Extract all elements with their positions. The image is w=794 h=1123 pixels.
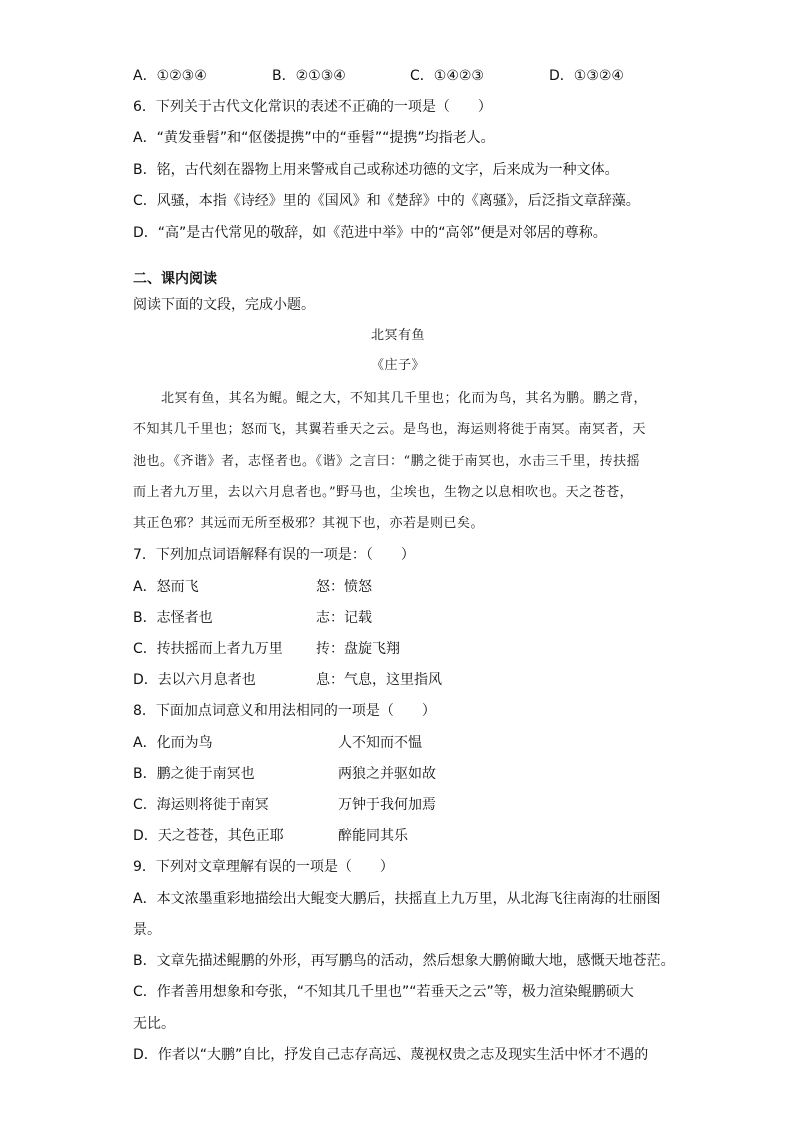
q8-option-c-compare: 万钟于我何加焉 <box>338 797 436 813</box>
passage-line: 其正色邪？其远而无所至极邪？其视下也，亦若是则已矣。 <box>133 516 485 531</box>
q6-stem: 6．下列关于古代文化常识的表述不正确的一项是（ ） <box>133 99 492 115</box>
passage-line: 池也。《齐谐》者，志怪者也。《谐》之言曰：“鹏之徙于南冥也，水击三千里，抟扶摇 <box>133 454 641 469</box>
q6-option-b: B．铭，古代刻在器物上用来警戒自己或称述功德的文字，后来成为一种文体。 <box>133 162 619 178</box>
q7-option-b: B．志怪者也 <box>133 610 213 626</box>
passage-line: 北冥有鱼，其名为鲲。鲲之大，不知其几千里也；化而为鸟，其名为鹏。鹏之背， <box>161 391 648 406</box>
q8-option-b: B．鹏之徙于南冥也 <box>133 766 255 782</box>
q8-option-b-compare: 两狼之并驱如故 <box>338 766 436 782</box>
q9-option-d: D．作者以“大鹏”自比，抒发自己志存高远、蔑视权贵之志及现实生活中怀才不遇的 <box>133 1047 649 1063</box>
q5-option-b: B．②①③④ <box>272 68 346 84</box>
q7-option-c-gloss: 抟：盘旋飞翔 <box>316 641 400 657</box>
passage-line: 而上者九万里，去以六月息者也。”野马也，尘埃也，生物之以息相吹也。天之苍苍， <box>133 485 634 500</box>
q7-option-d-gloss: 息：气息，这里指风 <box>316 672 442 688</box>
passage-line: 不知其几千里也；怒而飞，其翼若垂天之云。是鸟也，海运则将徙于南冥。南冥者，天 <box>133 422 647 437</box>
q8-stem: 8．下面加点词意义和用法相同的一项是（ ） <box>133 703 436 719</box>
q7-option-d: D．去以六月息者也 <box>133 672 256 688</box>
q8-option-a: A．化而为鸟 <box>133 735 213 751</box>
q8-option-d-compare: 醉能同其乐 <box>338 828 408 844</box>
q8-option-d: D．天之苍苍，其色正耶 <box>133 828 284 844</box>
q6-option-a: A．“黄发垂髫”和“伛偻提携”中的“垂髫”“提携”均指老人。 <box>133 130 495 146</box>
section-heading: 二、课内阅读 <box>133 271 217 287</box>
q9-option-a: A．本文浓墨重彩地描绘出大鲲变大鹏后，扶摇直上九万里，从北海飞往南海的壮丽图 <box>133 891 661 907</box>
q5-option-a: A．①②③④ <box>133 68 207 84</box>
section-instruction: 阅读下面的文段，完成小题。 <box>133 297 315 313</box>
q9-stem: 9．下列对文章理解有误的一项是（ ） <box>133 859 394 875</box>
q7-option-a: A．怒而飞 <box>133 579 199 595</box>
q7-option-c: C．抟扶摇而上者九万里 <box>133 641 283 657</box>
q7-option-a-gloss: 怒：愤怒 <box>316 579 372 595</box>
q8-option-a-compare: 人不知而不愠 <box>338 735 422 751</box>
passage-author: 《庄子》 <box>370 358 425 373</box>
q5-option-c: C．①④②③ <box>410 68 484 84</box>
q9-option-c: C．作者善用想象和夸张，“不知其几千里也”“若垂天之云”等，极力渲染鲲鹏硕大 <box>133 984 634 1000</box>
q7-stem: 7．下列加点词语解释有误的一项是：（ ） <box>133 547 415 563</box>
q8-option-c: C．海运则将徙于南冥 <box>133 797 269 813</box>
q6-option-c: C．风骚，本指《诗经》里的《国风》和《楚辞》中的《离骚》，后泛指文章辞藻。 <box>133 193 640 209</box>
q6-option-d: D．“高”是古代常见的敬辞，如《范进中举》中的“高邻”便是对邻居的尊称。 <box>133 225 607 241</box>
q9-option-b: B．文章先描述鲲鹏的外形，再写鹏鸟的活动，然后想象大鹏俯瞰大地，感慨天地苍茫。 <box>133 953 675 969</box>
q7-option-b-gloss: 志：记载 <box>316 610 372 626</box>
passage-title: 北冥有鱼 <box>370 328 425 343</box>
q9-option-c-cont: 无比。 <box>133 1016 175 1032</box>
q5-option-d: D．①③②④ <box>549 68 624 84</box>
q9-option-a-cont: 景。 <box>133 922 161 938</box>
